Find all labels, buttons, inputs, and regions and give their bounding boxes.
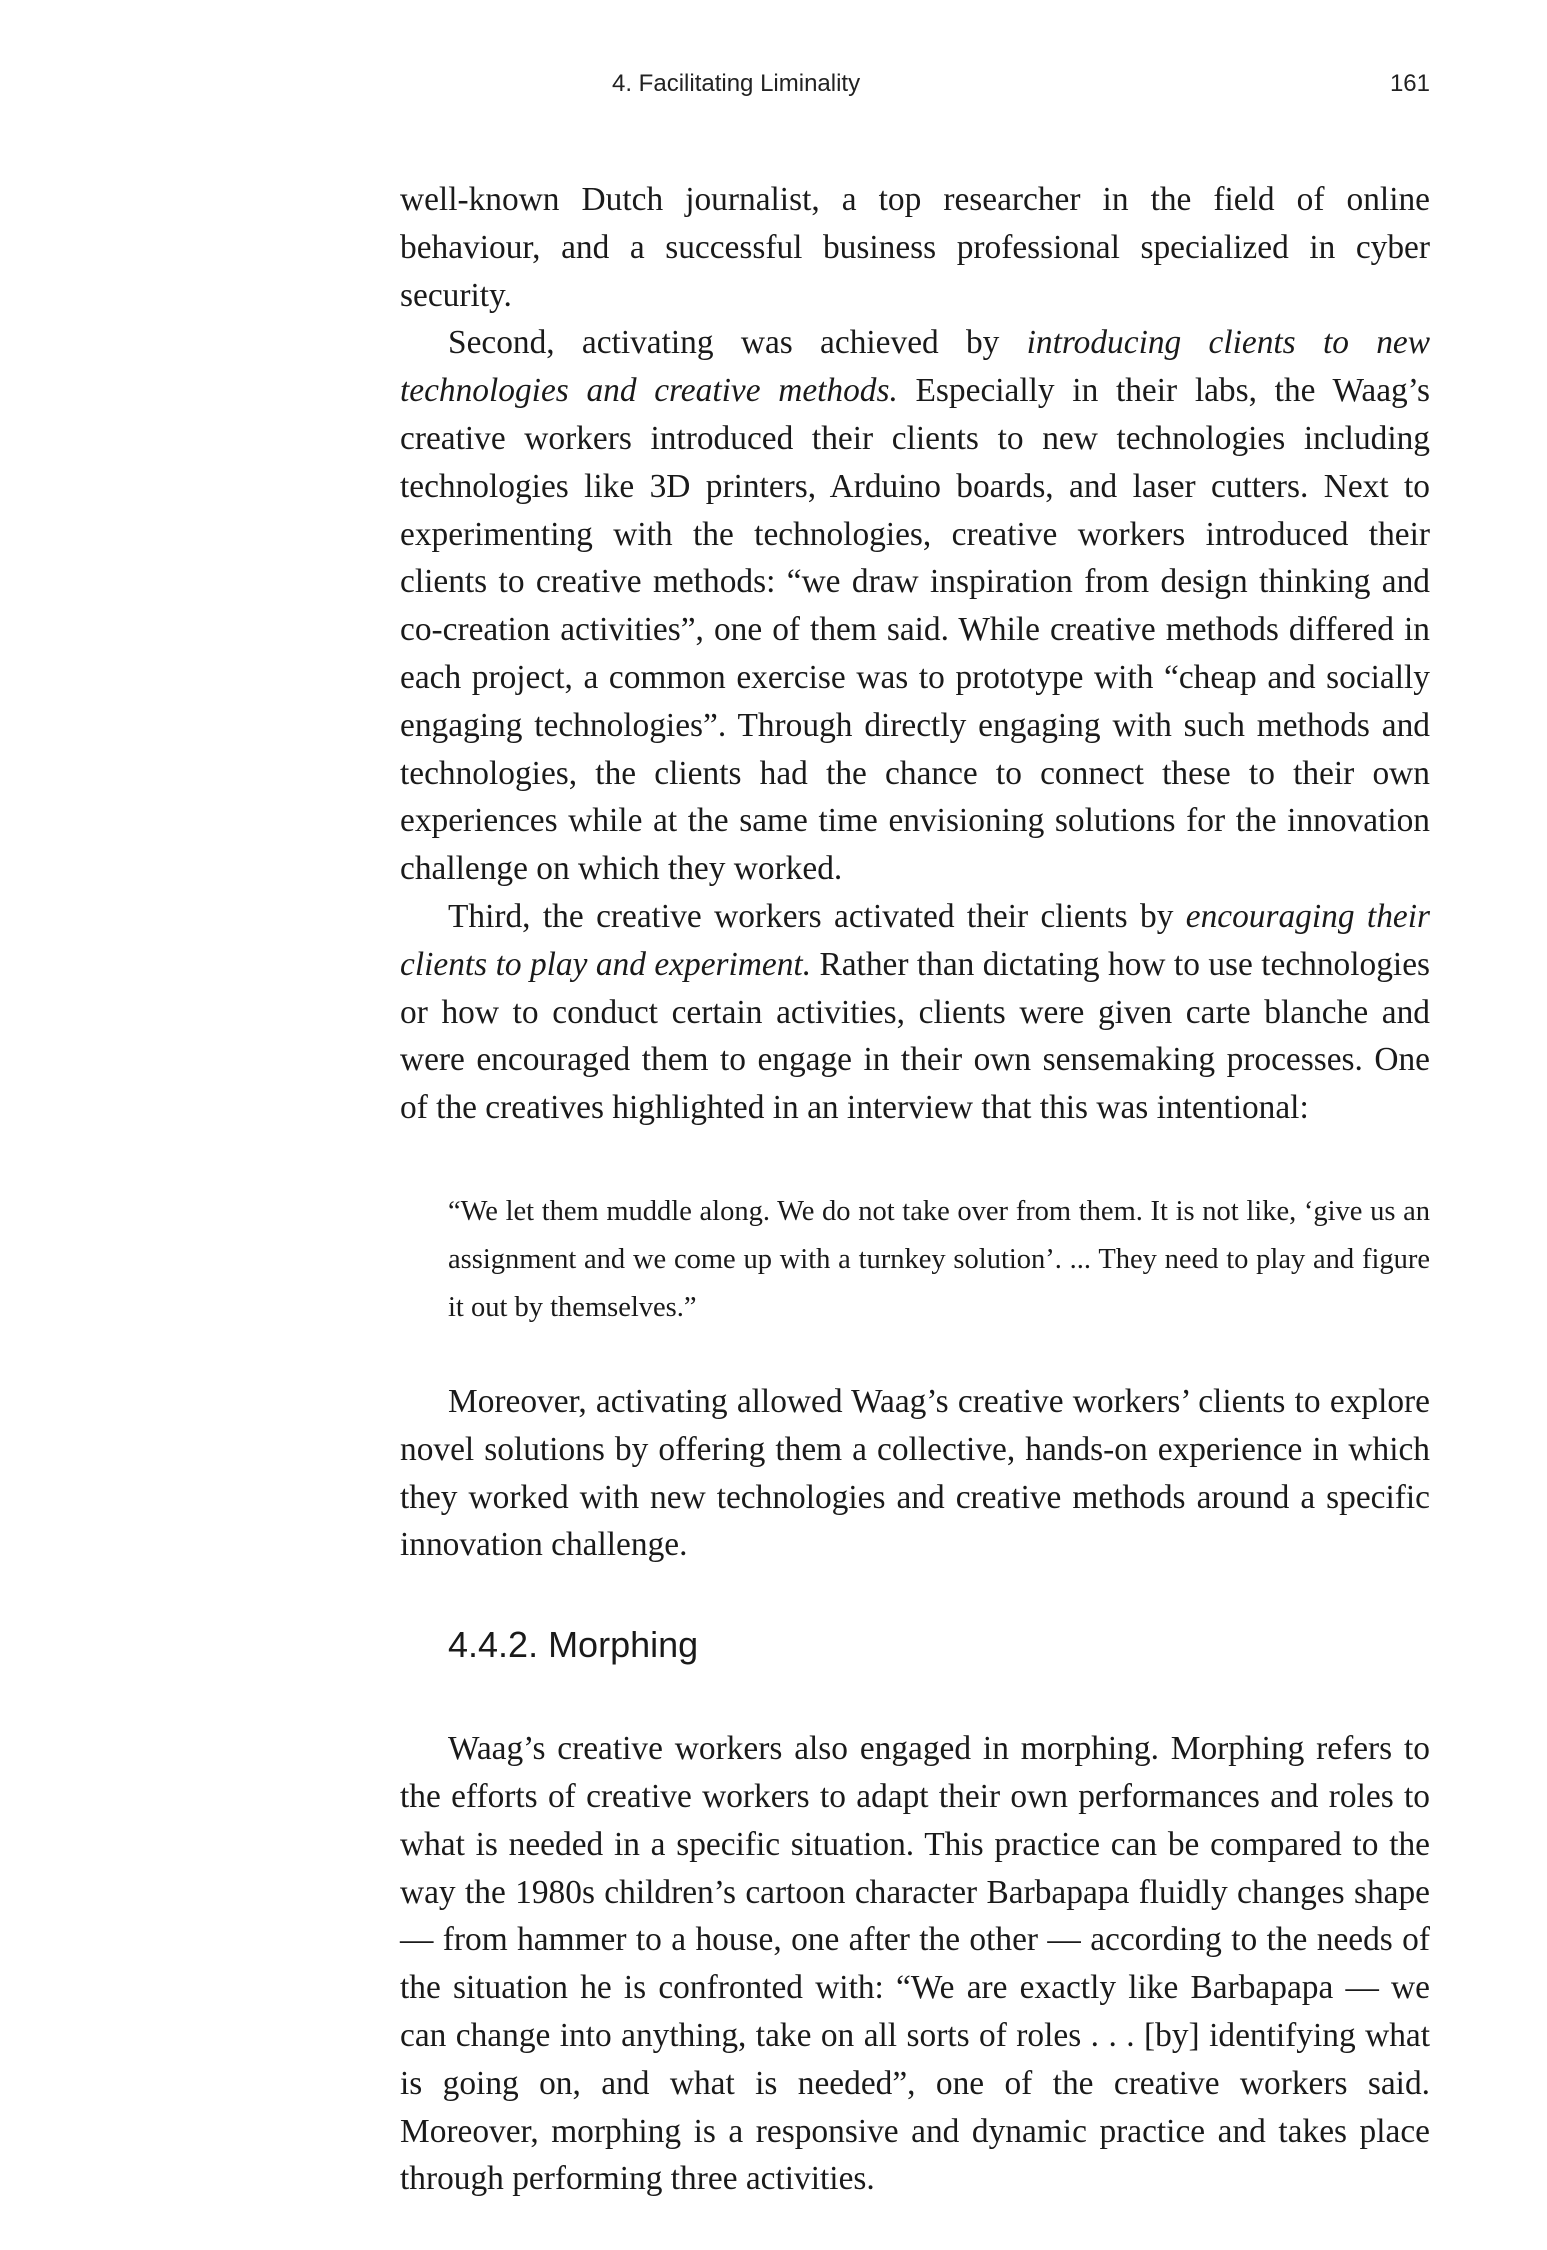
paragraph-text: Waag’s creative workers also engaged in morphing. Morphing refers to the efforts of creative workers to adapt their own performances and roles to what is needed in a specific situation. This practice can be compared to the way the 1980s children’s cartoon character Barbapapa fluidly changes shape — from hammer to a house, one after the other — according to the needs of the situation he is confronted with: “We are exactly like Barbapapa — we can change into anything, take on all sorts of roles . . . [by] identifying what is going on, and what is needed”, one of the creative workers said. Moreover, morphing is a responsive and dynamic practice and takes place through performing three activities. (400, 1730, 1430, 2198)
paragraph-rest: Rather than dictating how to use technologies or how to conduct certain activities, clients were given carte blanche and were encouraged them to engage in their own sensemaking processes. One of the creatives highlighted in an interview that this was intentional: (400, 945, 1431, 1127)
quote-text: “We let them muddle along. We do not take over from them. It is not like, ‘give us an assignment and we come up with a turnkey solution’. ... They need to play and figure it out by themselves.” (448, 1195, 1430, 1323)
paragraph-activating-second (400, 319, 1430, 893)
paragraph-text: Moreover, activating allowed Waag’s creative workers’ clients to explore novel solutions by offering them a collective, hands-on experience in which they worked with new technologies and creative methods around a specific innovation challenge. (400, 1382, 1430, 1564)
paragraph-text: well-known Dutch journalist, a top researcher in the field of online behaviour, and a successful business professional specialized in cyber security. (400, 181, 1430, 314)
running-head (400, 70, 1430, 110)
body-text (400, 176, 1430, 2203)
paragraph-continuation (400, 176, 1430, 319)
paragraph-emphasis: introducing clients to new technologies and creative methods. (400, 324, 1430, 410)
paragraph-lead: Second, activating was achieved by (448, 324, 1027, 362)
chapter-title: 4. Facilitating Liminality (612, 70, 861, 97)
paragraph-morphing (400, 1725, 1430, 2203)
paragraph-activating-summary (400, 1378, 1430, 1569)
section-heading: 4.4.2. Morphing (448, 1624, 699, 1666)
paragraph-rest: Especially in their labs, the Waag’s creative workers introduced their clients to new technologies including technologies like 3D printers, Arduino boards, and laser cutters. Next to experimenting with the technologies, creative workers introduced their clients to creative methods: “we draw inspiration from design thinking and co-creation activities”, one of them said. While creative methods differed in each project, a common exercise was to prototype with “cheap and socially engaging technologies”. Through directly engaging with such methods and technologies, the clients had the chance to connect these to their own experiences while at the same time envisioning solutions for the innovation challenge on which they worked. (400, 372, 1430, 888)
paragraph-activating-third (400, 893, 1430, 1132)
page-number: 161 (1389, 70, 1430, 97)
paragraph-lead: Third, the creative workers activated their clients by (448, 897, 1186, 935)
paragraph-emphasis: encouraging their clients to play and experiment. (400, 897, 1430, 983)
block-quote (448, 1188, 1430, 1332)
